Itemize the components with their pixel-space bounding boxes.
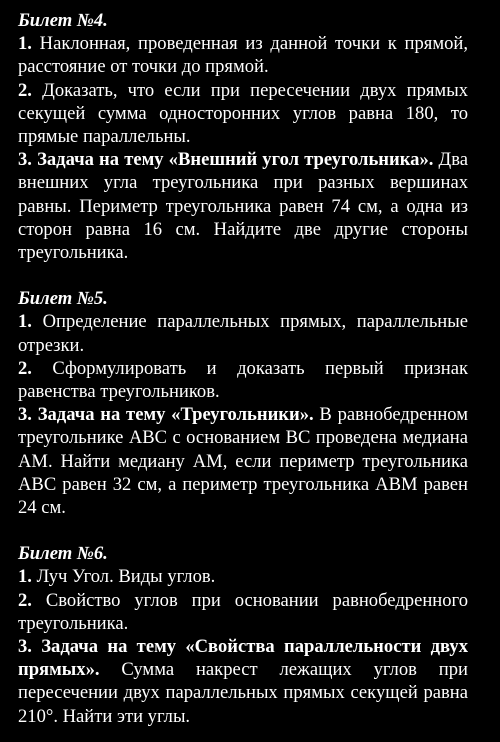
ticket-4 <box>18 9 468 264</box>
question-number: 1. <box>18 33 32 55</box>
task-3 <box>18 635 468 728</box>
question-text: Свойство углов при основании равнобедренного треугольника. <box>18 589 468 634</box>
task-label: 3. Задача на тему «Внешний угол треугольника». <box>18 149 434 171</box>
task-3 <box>18 148 468 264</box>
question-1 <box>18 32 468 78</box>
question-number: 1. <box>18 311 32 333</box>
question-text: Луч Угол. Виды углов. <box>31 566 216 588</box>
ticket-title: Билет №6. <box>18 543 108 565</box>
ticket-title: Билет №4. <box>18 10 108 31</box>
ticket-5 <box>18 287 468 519</box>
ticket-6 <box>18 542 468 728</box>
question-number: 2. <box>18 357 32 379</box>
question-text: Доказать, что если при пересечении двух прямых секущей сумма односторонних углов равна 180, то прямые параллельны. <box>18 79 468 147</box>
task-3 <box>18 403 468 519</box>
question-1 <box>18 565 468 588</box>
question-2 <box>18 79 468 149</box>
task-label: 3. Задача на тему «Треугольники». <box>18 404 314 426</box>
question-text: Наклонная, проведенная из данной точки к прямой, расстояние от точки до прямой. <box>18 33 468 78</box>
question-2 <box>18 357 468 403</box>
task-text: Сумма накрест лежащих углов при пересечении двух параллельных прямых секущей равна 210°. Найти эти углы. <box>18 659 468 727</box>
question-number: 1. <box>18 566 32 588</box>
task-text: В равнобедренном треугольнике ABC с основанием BC проведена медиана AM. Найти медиану AM, если периметр треугольника ABC равен 32 см, а периметр треугольника ABM равен 24 см. <box>18 404 468 519</box>
question-text: Сформулировать и доказать первый признак равенства треугольников. <box>18 357 468 403</box>
task-text: Два внешних угла треугольника при разных вершинах равны. Периметр треугольника равен 74 см, а одна из сторон равна 16 см. Найдите две другие стороны треугольника. <box>18 149 468 264</box>
question-number: 2. <box>18 589 32 611</box>
question-number: 2. <box>18 79 32 101</box>
task-label: 3. Задача на тему «Свойства параллельности двух прямых». <box>18 636 468 681</box>
ticket-title: Билет №5. <box>18 288 108 310</box>
question-1 <box>18 310 468 356</box>
question-text: Определение параллельных прямых, параллельные отрезки. <box>18 311 468 356</box>
question-2 <box>18 589 468 635</box>
